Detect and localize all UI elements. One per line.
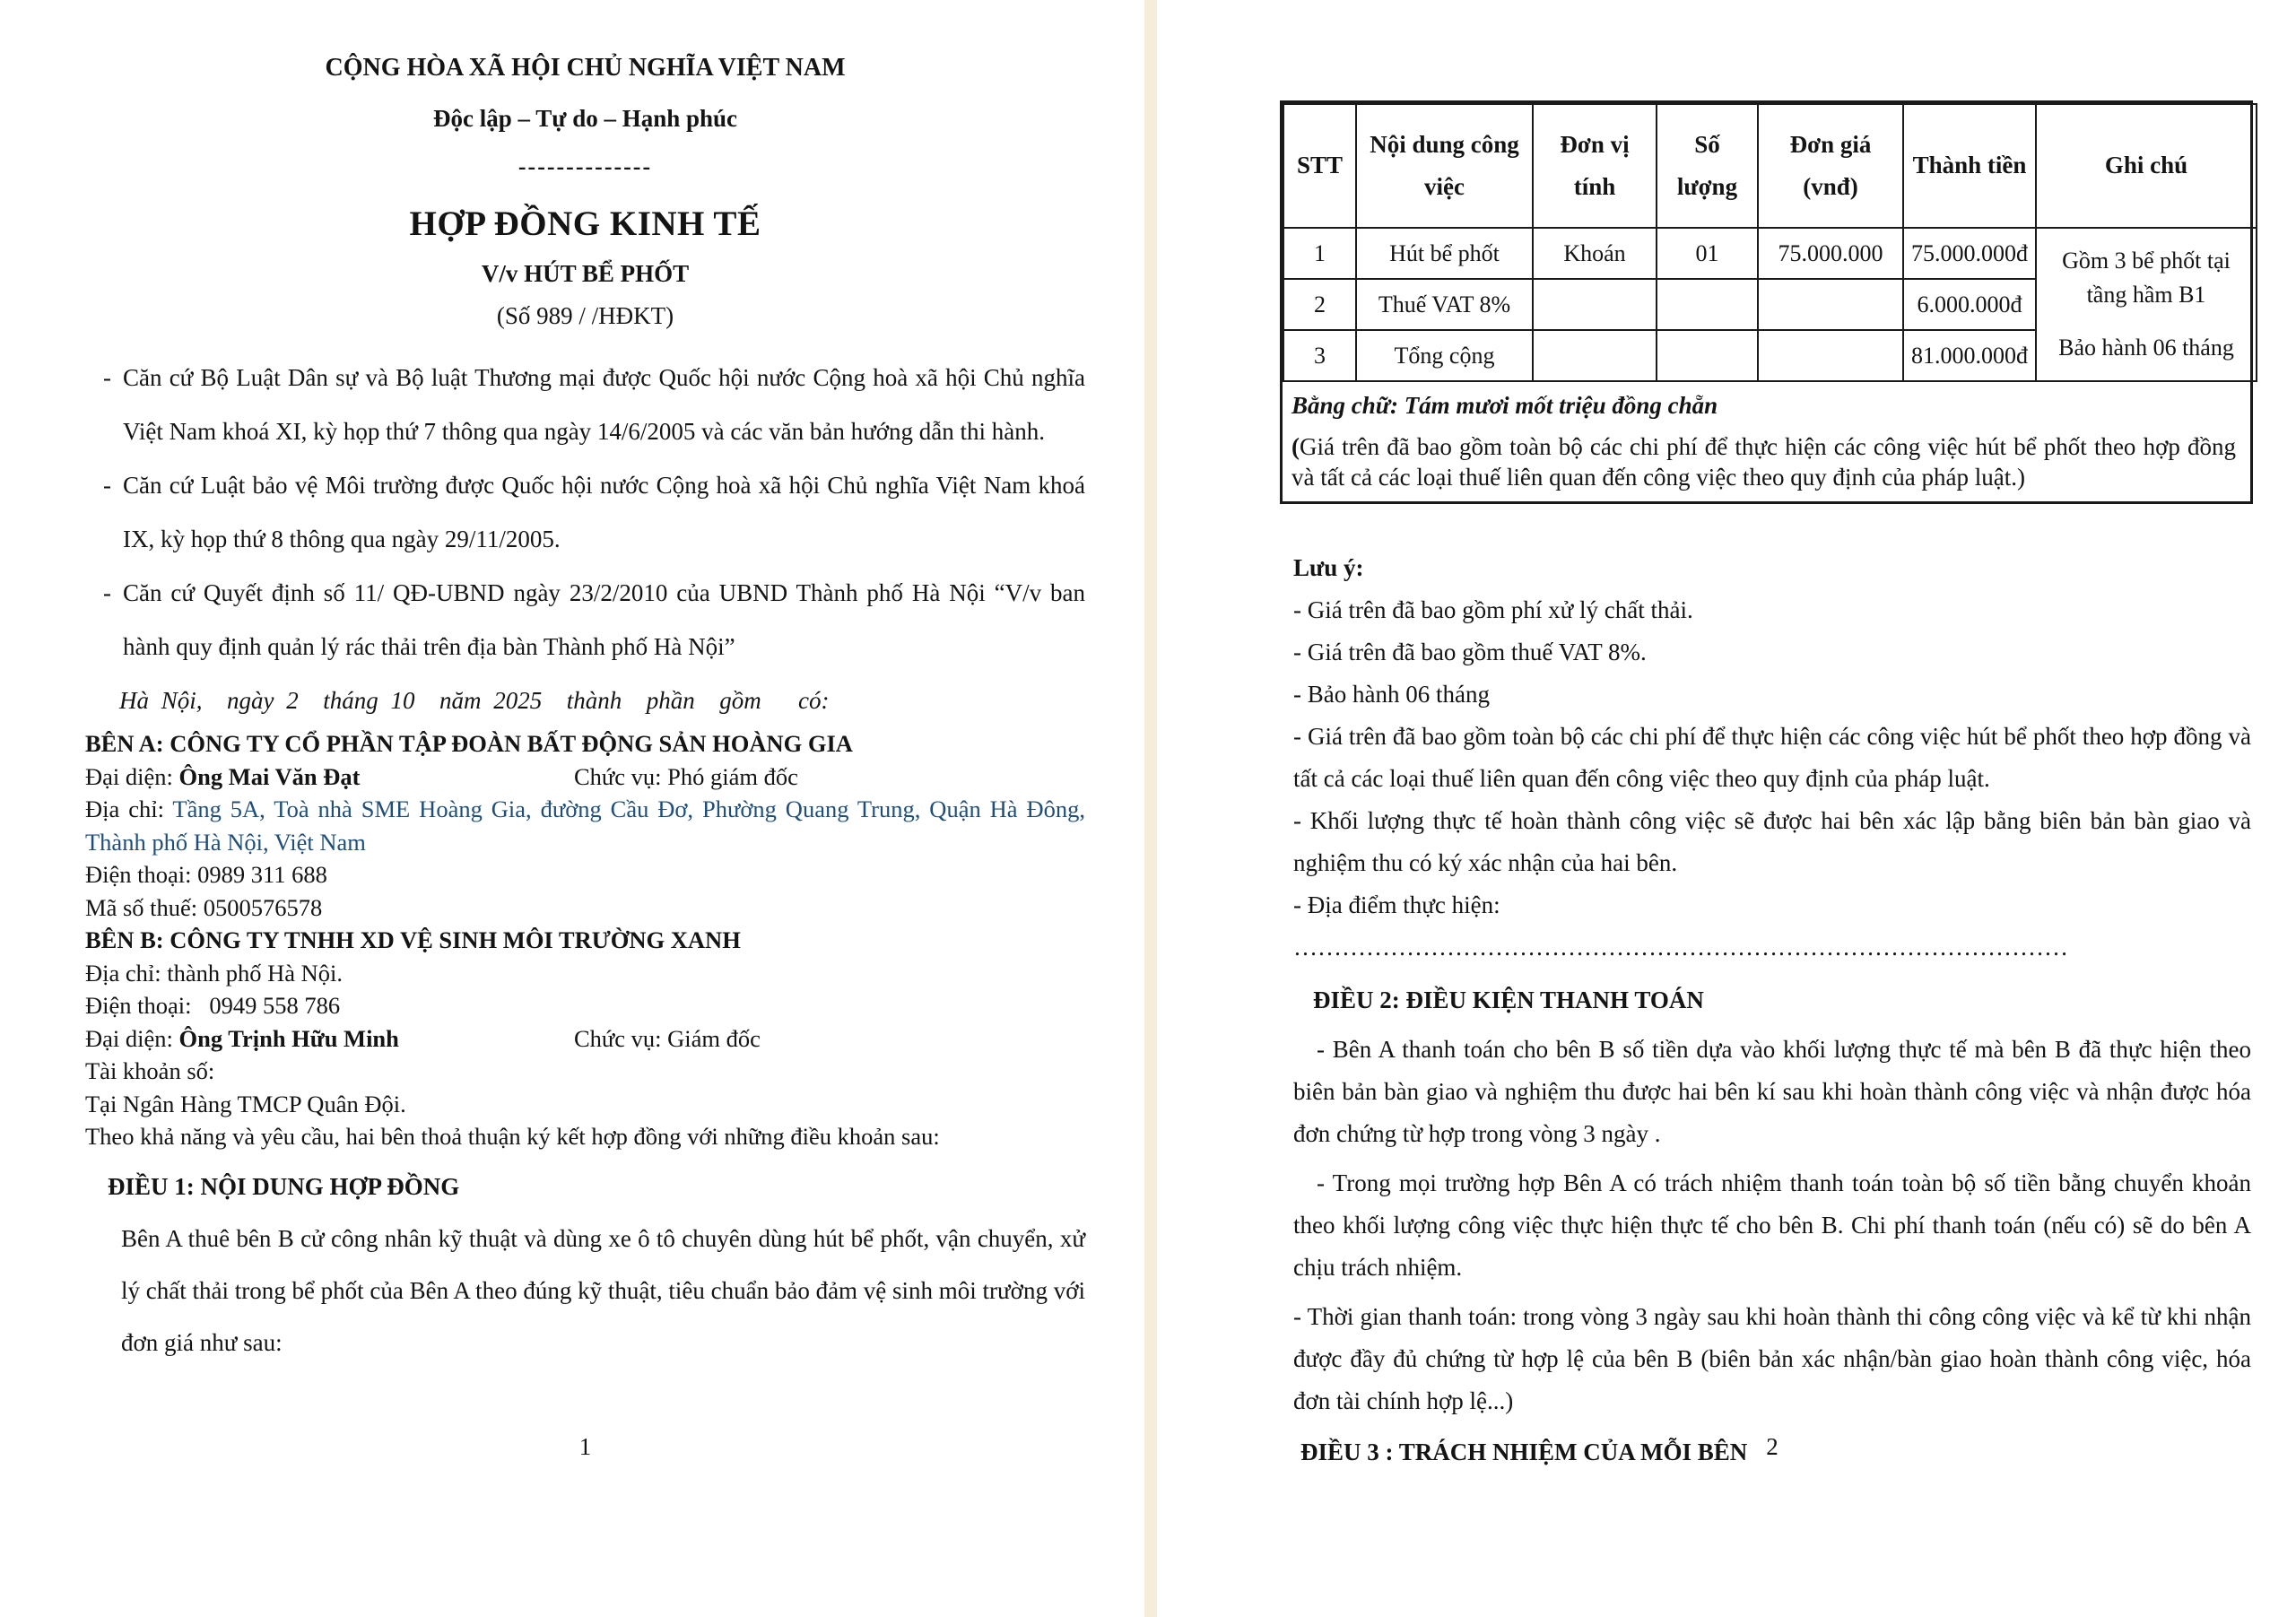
table-header-row (1283, 104, 2257, 228)
cell-work: Hút bể phốt (1356, 228, 1533, 279)
note-line: Bảo hành 06 tháng (2058, 335, 2234, 361)
cell-unit (1533, 279, 1657, 330)
cell-qty (1657, 279, 1758, 330)
cell-qty (1657, 330, 1758, 381)
rep-label: Đại diện: (85, 762, 173, 790)
contract-number: (Số 989 / /HĐKT) (496, 302, 674, 329)
article-3-heading: ĐIỀU 3 : TRÁCH NHIỆM CỦA MỖI BÊN (1300, 1438, 1748, 1465)
bullet-dash: - (103, 472, 111, 499)
table-footnotes (1283, 382, 2250, 501)
party-b-block (85, 924, 1085, 1153)
legal-basis-item (85, 458, 1085, 566)
quote-table (1283, 103, 2257, 382)
cell-stt: 1 (1283, 228, 1356, 279)
party-b-phone: Điện thoại: 0949 558 786 (85, 992, 341, 1019)
bullet-dash: - (103, 579, 111, 606)
col-header-work: Nội dung công việc (1356, 104, 1533, 228)
col-header-stt: STT (1283, 104, 1356, 228)
address-value: Tầng 5A, Toà nhà SME Hoàng Gia, đường Cầu Đơ, Phường Quang Trung, Quận Hà Đông, Thành phố Hà Nội, Việt Nam (85, 795, 1085, 856)
agreement-line: Theo khả năng và yêu cầu, hai bên thoả thuận ký kết hợp đồng với những điều khoản sau: (85, 1123, 940, 1150)
col-header-amount: Thành tiền (1903, 104, 2036, 228)
legal-basis-list (85, 351, 1085, 674)
cell-amount: 81.000.000đ (1903, 330, 2036, 381)
rep-name: Ông Trịnh Hữu Minh (178, 1024, 399, 1052)
note-item: - Khối lượng thực tế hoàn thành công việc sẽ được hai bên xác lập bằng biên bản bàn giao và nghiệm thu có ký xác nhận của hai bên. (1293, 806, 2251, 876)
cell-stt: 2 (1283, 279, 1356, 330)
price-note-text: Giá trên đã bao gồm toàn bộ các chi phí để thực hiện các công việc hút bể phốt theo hợp đồng và tất cả các loại thuế liên quan đến công việc theo quy định của pháp luật.) (1292, 432, 2236, 491)
table-note-cell (2036, 228, 2257, 381)
page-divider (1144, 0, 1157, 1617)
cell-unit (1533, 330, 1657, 381)
table-row (1283, 228, 2257, 279)
party-b-rep (85, 1022, 574, 1056)
cell-work: Tổng cộng (1356, 330, 1533, 381)
address-label: Địa chỉ: (85, 795, 164, 822)
cell-amount: 75.000.000đ (1903, 228, 2036, 279)
party-a-rep (85, 761, 574, 794)
note-item: - Bảo hành 06 tháng (1293, 680, 1490, 708)
party-a-address (85, 793, 1085, 858)
note-line: Gồm 3 bể phốt tại tầng hầm B1 (2062, 247, 2231, 308)
quote-table-box (1280, 100, 2253, 504)
rep-position: Chức vụ: Giám đốc (574, 1024, 761, 1052)
document-header (85, 0, 1085, 328)
legal-basis-text: Căn cứ Luật bảo vệ Môi trường được Quốc hội nước Cộng hoà xã hội Chủ nghĩa Việt Nam khoá IX, kỳ họp thứ 8 thông qua ngày 29/11/2005. (123, 472, 1085, 552)
article-2-paragraph: - Trong mọi trường hợp Bên A có trách nhiệm thanh toán toàn bộ số tiền bằng chuyển khoản theo khối lượng công việc thực hiện thực tế cho bên B. Chi phí thanh toán (nếu có) sẽ do bên A chịu trách nhiệm. (1293, 1169, 2251, 1281)
legal-basis-text: Căn cứ Quyết định số 11/ QĐ-UBND ngày 23/2/2010 của UBND Thành phố Hà Nội “V/v ban hành quy định quản lý rác thải trên địa bàn Thành phố Hà Nội” (123, 579, 1085, 660)
date-line: Hà Nội, ngày 2 tháng 10 năm 2025 thành phần gồm có: (119, 687, 830, 714)
cell-qty: 01 (1657, 228, 1758, 279)
amount-in-words: Bằng chữ: Tám mươi mốt triệu đồng chẵn (1292, 392, 1718, 419)
cell-unit-price (1758, 330, 1903, 381)
contract-subtitle: V/v HÚT BỂ PHỐT (481, 260, 690, 287)
note-item: - Giá trên đã bao gồm toàn bộ các chi phí để thực hiện các công việc hút bể phốt theo hợp đồng và tất cả các loại thuế liên quan đến công việc theo quy định của pháp luật. (1293, 722, 2251, 792)
cell-stt: 3 (1283, 330, 1356, 381)
page-2 (1157, 0, 2296, 1617)
article-1-heading: ĐIỀU 1: NỘI DUNG HỢP ĐỒNG (108, 1172, 460, 1200)
party-a-block (85, 727, 1085, 924)
page-number-2: 2 (1766, 1433, 1779, 1460)
party-b-address: Địa chỉ: thành phố Hà Nội. (85, 959, 344, 987)
note-item: - Giá trên đã bao gồm phí xử lý chất thải. (1293, 596, 1693, 623)
national-motto: Độc lập – Tự do – Hạnh phúc (432, 105, 738, 132)
legal-basis-item (85, 351, 1085, 458)
bullet-dash: - (103, 364, 111, 391)
col-header-qty: Số lượng (1657, 104, 1758, 228)
col-header-note: Ghi chú (2036, 104, 2257, 228)
cell-unit-price: 75.000.000 (1758, 228, 1903, 279)
party-b-bank: Tại Ngân Hàng TMCP Quân Đội. (85, 1090, 406, 1117)
legal-basis-item (85, 566, 1085, 674)
party-b-account: Tài khoản số: (85, 1057, 215, 1084)
note-item: - Địa điểm thực hiện: …………………………………………………………………………………… (1293, 891, 2068, 961)
party-b-rep-line (85, 1022, 1085, 1056)
page-number-1: 1 (578, 1433, 592, 1460)
rep-name: Ông Mai Văn Đạt (178, 762, 361, 790)
cell-unit-price (1758, 279, 1903, 330)
legal-basis-text: Căn cứ Bộ Luật Dân sự và Bộ luật Thương mại được Quốc hội nước Cộng hoà xã hội Chủ nghĩa Việt Nam khoá XI, kỳ họp thứ 7 thông qua ngày 14/6/2005 và các văn bản hướng dẫn thi hành. (123, 364, 1085, 445)
header-separator: -------------- (517, 153, 653, 179)
price-note (1292, 431, 2236, 492)
national-title: CỘNG HÒA XÃ HỘI CHỦ NGHĨA VIỆT NAM (325, 54, 846, 82)
cell-work: Thuế VAT 8% (1356, 279, 1533, 330)
col-header-unit: Đơn vị tính (1533, 104, 1657, 228)
cell-amount: 6.000.000đ (1903, 279, 2036, 330)
party-a-rep-line (85, 761, 1085, 794)
party-a-phone: Điện thoại: 0989 311 688 (85, 861, 327, 888)
cell-unit: Khoán (1533, 228, 1657, 279)
article-2-paragraph: - Bên A thanh toán cho bên B số tiền dựa vào khối lượng thực tế mà bên B đã thực hiện theo biên bản bàn giao và nghiệm thu được hai bên kí sau khi hoàn thành công việc và nhận được hóa đơn chứng từ hợp trong vòng 3 ngày . (1293, 1035, 2251, 1147)
col-header-unit-price: Đơn giá (vnđ) (1758, 104, 1903, 228)
article-2-heading: ĐIỀU 2: ĐIỀU KIỆN THANH TOÁN (1313, 986, 1704, 1013)
price-note-paren: ( (1292, 432, 1300, 460)
rep-position: Chức vụ: Phó giám đốc (574, 762, 798, 790)
page-1 (0, 0, 1144, 1617)
article-1-body: Bên A thuê bên B cử công nhân kỹ thuật và dùng xe ô tô chuyên dùng hút bể phốt, vận chuyển, xử lý chất thải trong bể phốt của Bên A theo đúng kỹ thuật, tiêu chuẩn bảo đảm vệ sinh môi trường với đơn giá như sau: (121, 1224, 1085, 1356)
party-a-tax-code: Mã số thuế: 0500576578 (85, 893, 323, 921)
notes-heading: Lưu ý: (1293, 553, 1364, 581)
note-item: - Giá trên đã bao gồm thuế VAT 8%. (1293, 638, 1647, 665)
article-2-paragraph: - Thời gian thanh toán: trong vòng 3 ngày sau khi hoàn thành thi công công việc và kể từ khi nhận được đầy đủ chứng từ hợp lệ của bên B (biên bản xác nhận/bàn giao hoàn thành công việc, hóa đơn tài chính hợp lệ...) (1293, 1302, 2251, 1414)
contract-title: HỢP ĐỒNG KINH TẾ (409, 204, 761, 243)
party-a-heading: BÊN A: CÔNG TY CỔ PHẦN TẬP ĐOÀN BẤT ĐỘNG SẢN HOÀNG GIA (85, 730, 853, 757)
party-b-heading: BÊN B: CÔNG TY TNHH XD VỆ SINH MÔI TRƯỜNG XANH (85, 926, 741, 953)
rep-label: Đại diện: (85, 1024, 173, 1052)
